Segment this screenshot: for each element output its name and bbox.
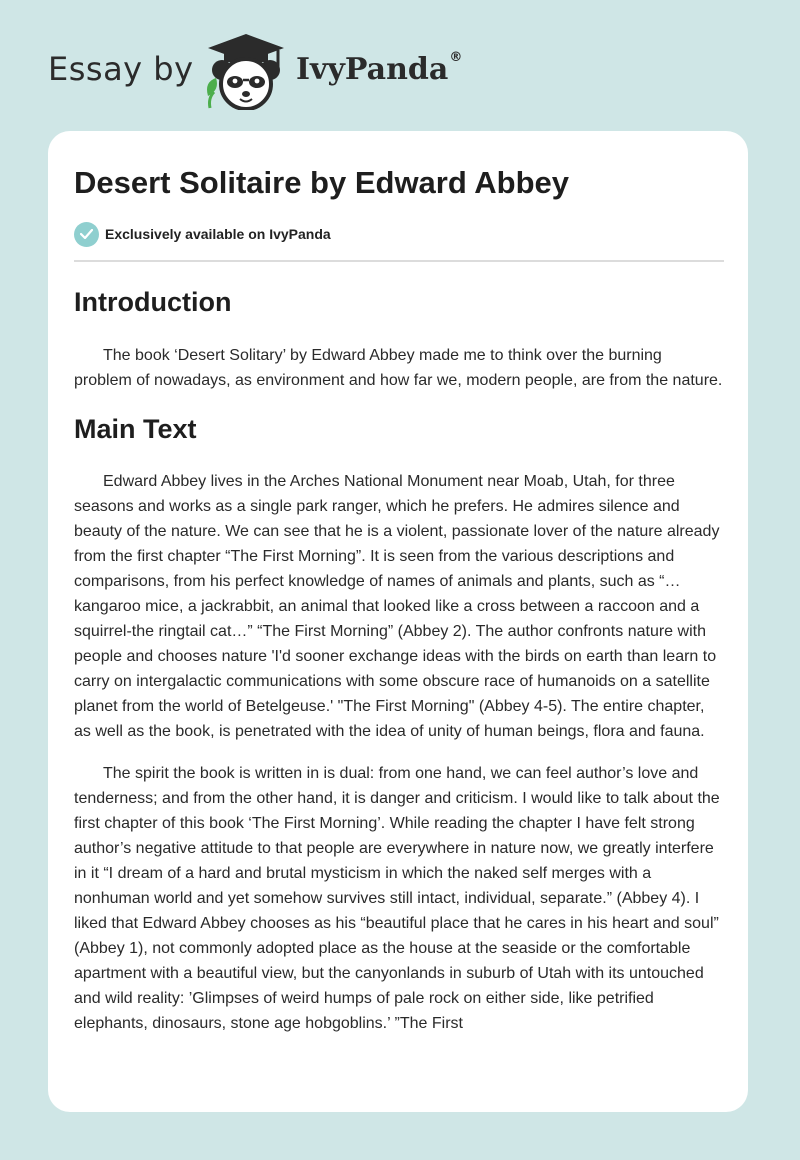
section-heading-introduction: Introduction xyxy=(74,287,232,317)
brand-name[interactable]: IvyPanda® xyxy=(296,50,463,87)
paragraph-main-text-2: The spirit the book is written in is dual: from one hand, we can feel author’s love and tenderness; and from the other hand, it is danger and criticism. I would like to talk about the first chapter of this book ‘The First Morning’. While reading the chapter I have felt strong author’s negative attitude to that people are everywhere in nature now, we greatly interfere in it “I dream of a hard and brutal mysticism in which the naked self merges with a nonhuman world and yet somehow survives still intact, individual, separate.” (Abbey 4). I liked that Edward Abbey chooses as his “beautiful place that he cares in his heart and soul” (Abbey 1), not commonly adopted place as the house at the seaside or the comfortable apartment with a beautiful view, but the canyonlands in suburb of Utah with its untouched and wild reality: ’Glimpses of weird humps of pale rock on either side, like petrified elephants, dinosaurs, stone age hobgoblins.’ ”The First xyxy=(74,765,720,1032)
essay-content xyxy=(74,161,724,1036)
panda-logo-icon[interactable] xyxy=(200,34,292,110)
paragraph-main-text-1: Edward Abbey lives in the Arches National Monument near Moab, Utah, for three seasons and works as a single park ranger, which he prefers. He admires silence and beauty of the nature. We can see that he is a violent, passionate lover of the nature already from the first chapter “The First Morning”. It is seen from the various descriptions and comparisons, from his perfect knowledge of names of animals and plants, such as “…kangaroo mice, a jackrabbit, an animal that looked like a cross between a raccoon and a squirrel-the ringtail cat…” “The First Morning” (Abbey 2). The author confronts nature with people and chooses nature 'I'd sooner exchange ideas with the birds on earth than learn to carry on intergalactic communications with some obscure race of humanoids on a satellite planet from the world of Betelgeuse.' "The First Morning" (Abbey 4-5). The entire chapter, as well as the book, is penetrated with the idea of unity of human beings, flora and fauna. xyxy=(74,473,720,740)
essay-card xyxy=(48,131,748,1112)
exclusive-badge-label: Exclusively available on IvyPanda xyxy=(105,226,331,242)
section-heading-main-text: Main Text xyxy=(74,414,197,444)
paragraph-introduction: The book ‘Desert Solitary’ by Edward Abbey made me to think over the burning problem of nowadays, as environment and how far we, modern people, are from the nature. xyxy=(74,347,723,389)
title-divider xyxy=(74,260,724,262)
essay-title: Desert Solitaire by Edward Abbey xyxy=(74,165,570,200)
essay-by-label: Essay by xyxy=(48,50,194,88)
check-icon xyxy=(74,222,99,247)
exclusive-badge xyxy=(74,221,724,247)
site-header xyxy=(48,34,508,114)
registered-mark: ® xyxy=(449,50,463,65)
